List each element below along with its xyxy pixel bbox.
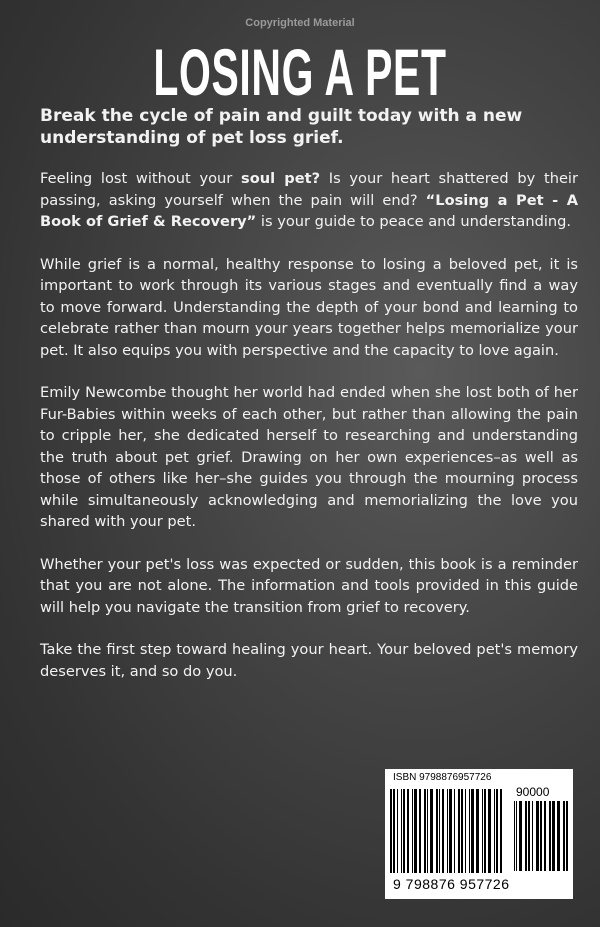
barcode-bar: [390, 789, 392, 873]
barcode-bar: [447, 789, 448, 873]
barcode-bar: [401, 789, 402, 873]
barcode-bar: [519, 801, 522, 871]
barcode-bar: [465, 789, 466, 873]
barcode-bar: [393, 789, 395, 873]
paragraph-5: Take the first step toward healing your heart. Your beloved pet's memory deserves it, and so do you.: [40, 641, 578, 680]
barcode-bar: [449, 789, 452, 873]
isbn-barcode: [385, 769, 573, 899]
text: Feeling lost without your: [40, 170, 242, 187]
price-addon: 90000: [516, 785, 550, 799]
barcode-bar: [458, 789, 460, 873]
text: Is your heart shattered by their passing, asking yourself when the pain will end?: [40, 170, 578, 209]
barcode-bar: [516, 801, 517, 871]
barcode-bar: [397, 789, 398, 873]
barcode-bar: [484, 789, 486, 873]
copyright-watermark: Copyrighted Material: [245, 17, 355, 29]
paragraph-2: While grief is a normal, healthy response to losing a beloved pet, it is important to work through its various stages and eventually find a way to move forward. Understanding the depth of your bond and learning to celebrate rather than mourn your years together helps memorialize your pet. It also equips you with perspective and the capacity to love again.: [40, 255, 578, 359]
barcode-bar: [525, 801, 527, 871]
barcode-bar: [496, 789, 498, 873]
barcode-bar: [482, 789, 483, 873]
barcode-bar: [427, 789, 428, 873]
barcode-bar: [454, 789, 455, 873]
barcode-bar: [419, 789, 421, 873]
isbn-label: ISBN 9798876957726: [393, 772, 492, 783]
barcode-bar: [563, 801, 565, 871]
back-cover-text: [40, 105, 578, 703]
barcode-bar: [471, 789, 474, 873]
barcode-bar: [500, 789, 502, 873]
barcode-bar: [552, 801, 555, 871]
barcode-bar: [476, 789, 479, 873]
barcode-bar: [557, 801, 560, 871]
barcode-bar: [528, 801, 530, 871]
barcode-bar: [407, 789, 409, 873]
barcode-bar: [442, 789, 444, 873]
barcode-bar: [412, 789, 413, 873]
barcode-bar: [414, 789, 417, 873]
barcode-bar: [488, 789, 491, 873]
barcode-bar: [544, 801, 546, 871]
barcode-bar: [536, 801, 539, 871]
barcode-bars: [390, 789, 505, 878]
barcode-bar: [461, 789, 463, 873]
barcode-bar: [514, 801, 515, 871]
addon-bars: [514, 801, 570, 871]
barcode-bar: [494, 789, 495, 873]
bold-text: soul pet?: [241, 170, 321, 187]
barcode-bar: [439, 789, 440, 873]
barcode-bar: [549, 801, 551, 871]
barcode-bar: [469, 789, 470, 873]
barcode-digits: 9 798876 957726: [393, 876, 510, 892]
lead-heading: Break the cycle of pain and guilt today with a new understanding of pet loss grief.: [40, 106, 523, 148]
paragraph-3: Emily Newcombe thought her world had ended when she lost both of her Fur-Babies within weeks of each other, but rather than allowing the pain to cripple her, she dedicated herself to researching and understanding the truth about pet grief. Drawing on her own experiences–as well as those of others like her–she guides you through the mourning process while simultaneously acknowledging and memorializing the love you shared with your pet.: [40, 384, 578, 530]
paragraph-1: [40, 168, 578, 233]
barcode-bar: [403, 789, 405, 873]
barcode-bar: [436, 789, 438, 873]
barcode-bar: [424, 789, 426, 873]
text: is your guide to peace and understanding.: [256, 213, 572, 230]
barcode-bar: [430, 789, 433, 873]
barcode-bar: [540, 801, 542, 871]
barcode-bar: [532, 801, 533, 871]
barcode-bar: [566, 801, 568, 871]
book-title: LOSING A PET: [153, 35, 447, 109]
paragraph-4: Whether your pet's loss was expected or sudden, this book is a reminder that you are not alone. The information and tools provided in this guide will help you navigate the transition from grief to recovery.: [40, 555, 578, 616]
book-name: “Losing a Pet - A Book of Grief & Recovery”: [40, 191, 578, 230]
